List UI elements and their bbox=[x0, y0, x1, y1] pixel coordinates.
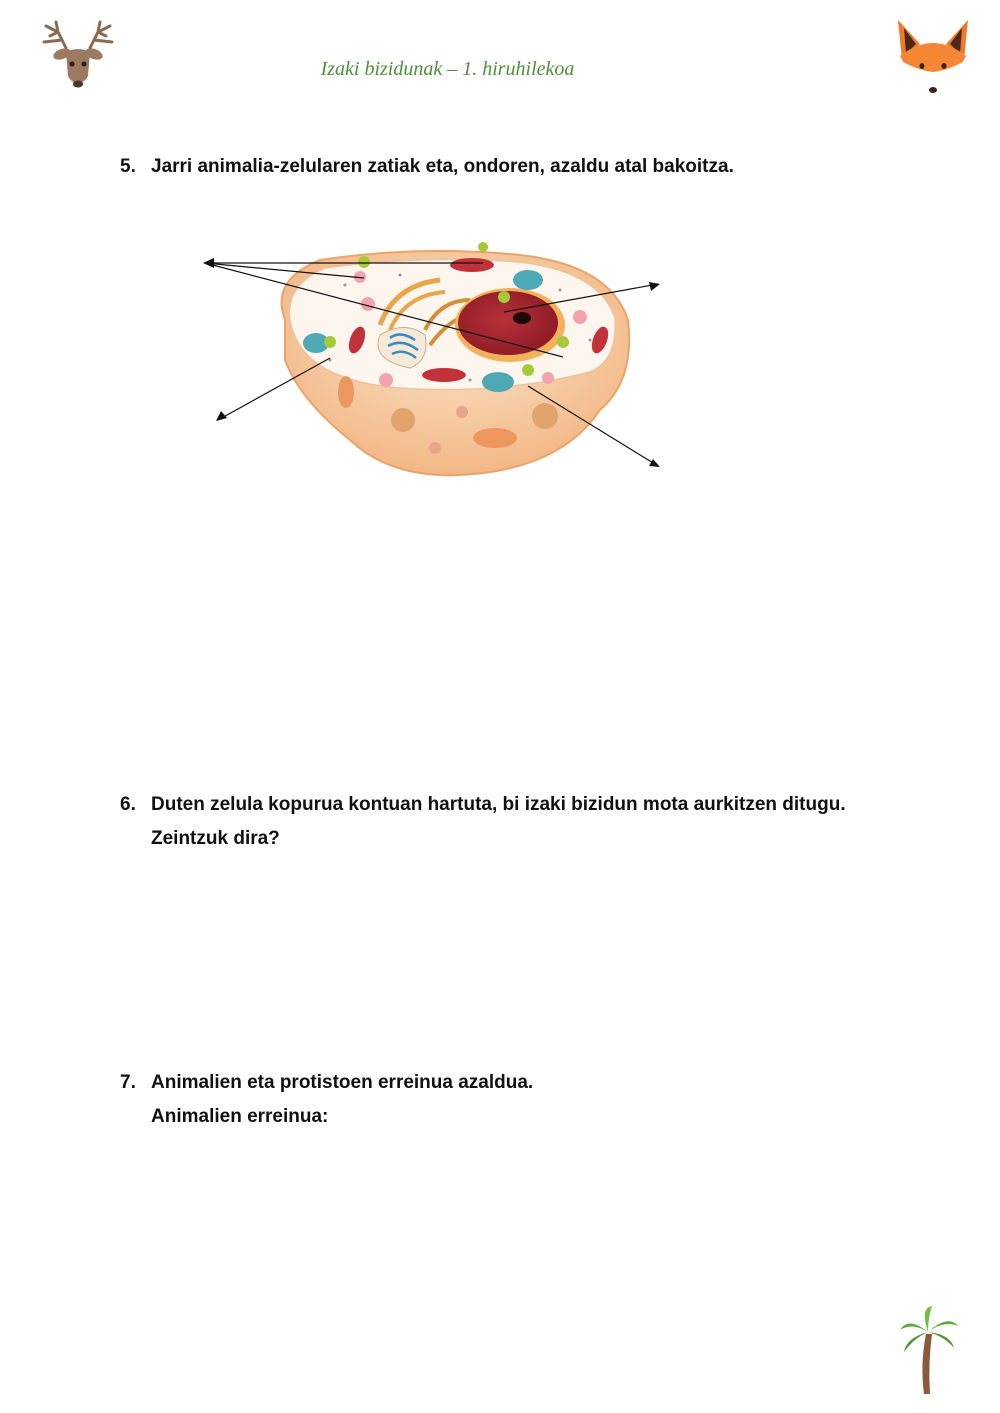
question-6 bbox=[120, 788, 846, 856]
question-text: Duten zelula kopurua kontuan hartuta, bi izaki bizidun mota aurkitzen ditugu. bbox=[151, 794, 846, 815]
question-number: 7. bbox=[120, 1072, 136, 1093]
palm-tree-icon bbox=[898, 1304, 960, 1396]
question-text: Zeintzuk dira? bbox=[151, 828, 280, 849]
question-text: Animalien eta protistoen erreinua azaldua. bbox=[151, 1072, 534, 1093]
question-number: 5. bbox=[120, 156, 136, 177]
question-subheading: Animalien erreinua: bbox=[151, 1106, 329, 1127]
question-number: 6. bbox=[120, 794, 136, 815]
question-5 bbox=[120, 150, 734, 184]
question-7 bbox=[120, 1066, 534, 1134]
fox-head-icon bbox=[892, 16, 974, 102]
page-header-title: Izaki bizidunak – 1. hiruhilekoa bbox=[320, 58, 575, 80]
animal-cell-diagram bbox=[195, 240, 675, 485]
question-text: Jarri animalia-zelularen zatiak eta, ondoren, azaldu atal bakoitza. bbox=[151, 156, 734, 177]
